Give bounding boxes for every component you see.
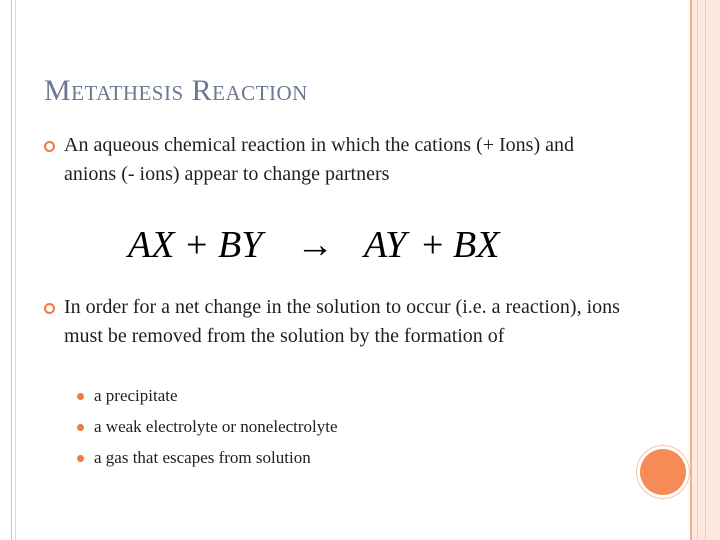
- slide-title: Metathesis Reaction: [44, 74, 308, 107]
- bullet-marker-icon: [44, 303, 55, 314]
- equation-plus: +: [186, 224, 208, 266]
- sub-bullet-dot-icon: [77, 424, 84, 431]
- bullet-2-text: In order for a net change in the solution to occur (i.e. a reaction), ions must be removed from the solution by the formation of: [64, 296, 620, 347]
- sub-bullet-1: a precipitate: [94, 386, 178, 405]
- frame-left-line: [11, 0, 12, 540]
- decorative-circle: [640, 449, 686, 495]
- sub-bullet-dot-icon: [77, 393, 84, 400]
- sub-bullet-3: a gas that escapes from solution: [94, 448, 311, 467]
- reaction-equation: [128, 220, 548, 270]
- frame-right-line-outer: [705, 0, 706, 540]
- equation-term-by: BY: [218, 224, 263, 266]
- sub-bullet-2: a weak electrolyte or nonelectrolyte: [94, 417, 338, 436]
- frame-left-line-inner: [15, 0, 16, 540]
- bullet-marker-icon: [44, 141, 55, 152]
- bullet-1-text: An aqueous chemical reaction in which the cations (+ Ions) and anions (- ions) appear to change partners: [64, 134, 574, 185]
- sub-bullet-dot-icon: [77, 455, 84, 462]
- frame-right-line: [690, 0, 692, 540]
- equation-plus: +: [422, 224, 444, 266]
- equation-term-ay: AY: [364, 224, 407, 266]
- equation-term-bx: BX: [453, 224, 500, 266]
- equation-term-ax: AX: [128, 224, 175, 266]
- frame-right-line-inner: [697, 0, 698, 540]
- equation-arrow-icon: →: [296, 224, 334, 266]
